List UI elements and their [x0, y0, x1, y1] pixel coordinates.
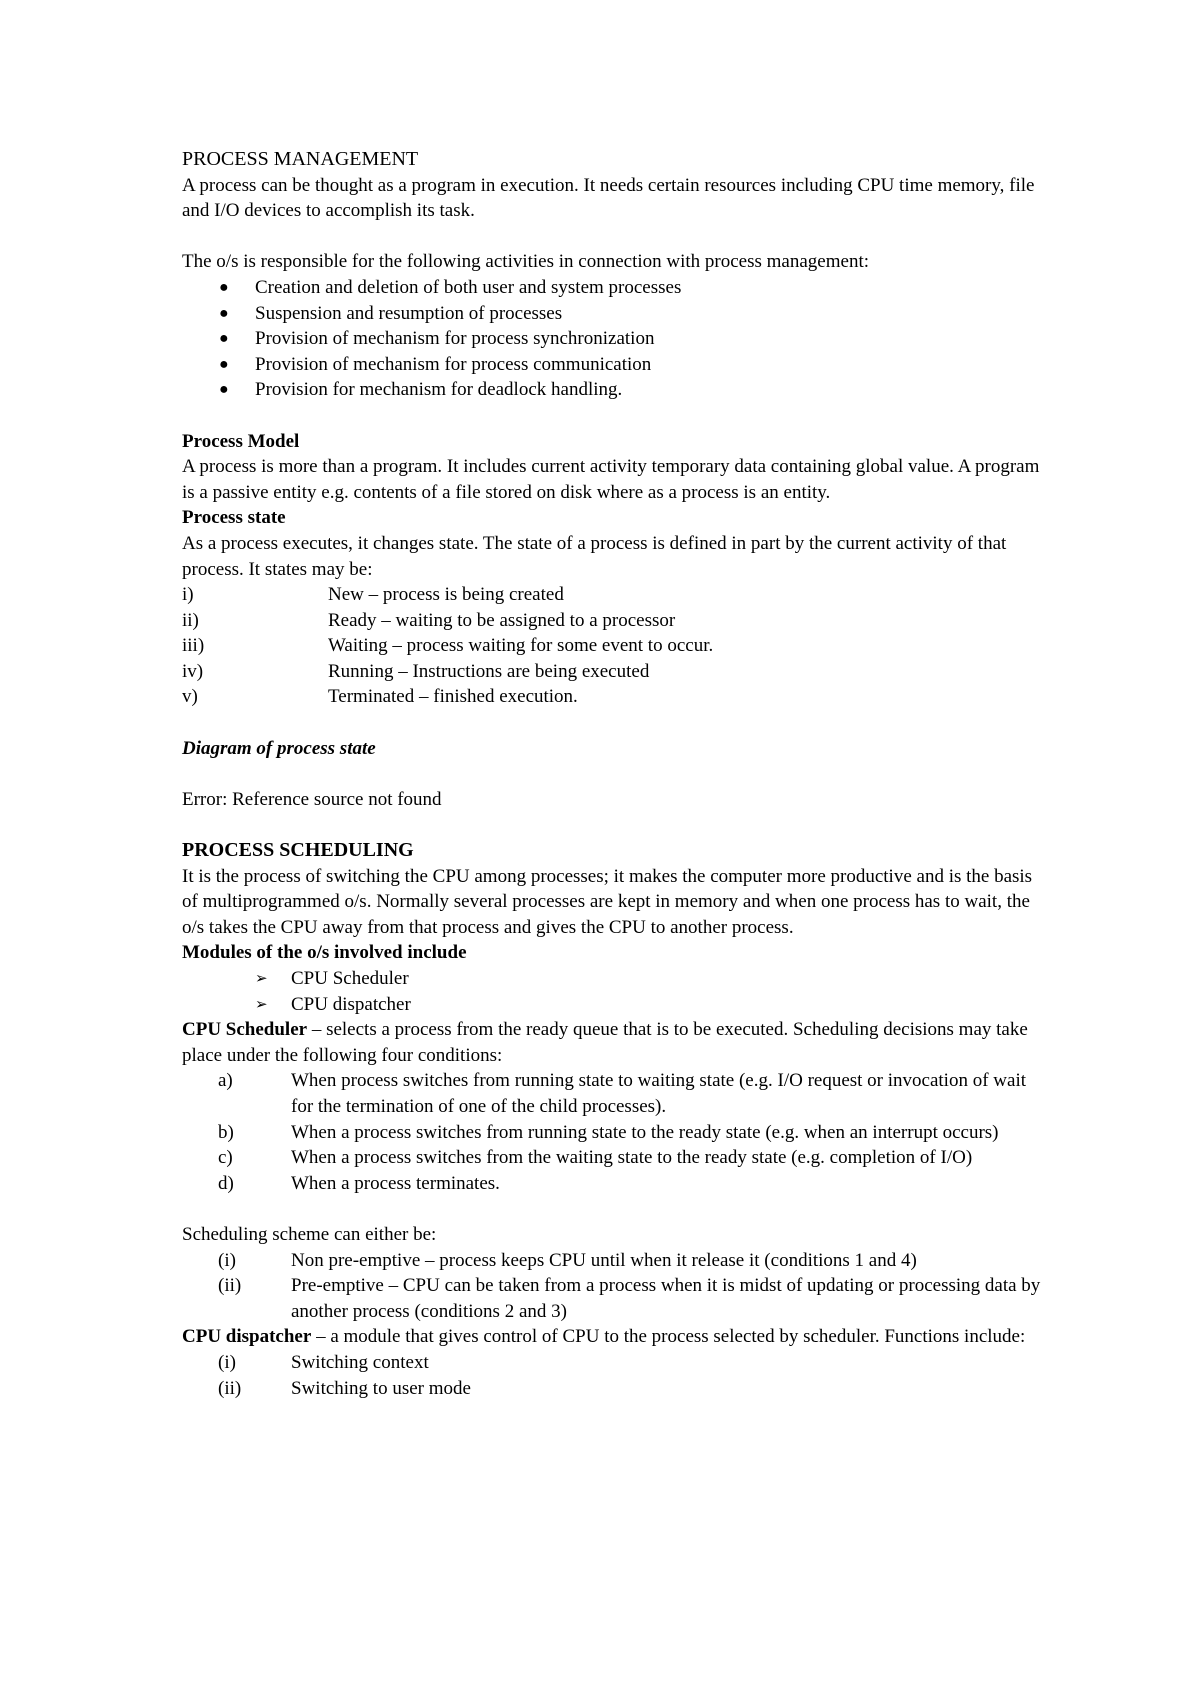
list-item-text: Creation and deletion of both user and system processes	[255, 276, 682, 298]
list-item-text: When a process switches from running state to the ready state (e.g. when an interrupt occurs)	[291, 1121, 999, 1143]
list-item	[182, 1350, 1042, 1376]
list-item	[182, 1273, 1042, 1324]
scheme-intro-paragraph: Scheduling scheme can either be:	[182, 1223, 437, 1245]
cpu-scheduler-description: – selects a process from the ready queue that is to be executed. Scheduling decisions may take place under the following four conditions:	[182, 1019, 1028, 1066]
heading-modules: Modules of the o/s involved include	[182, 942, 467, 964]
list-item-text: Provision of mechanism for process synchronization	[255, 328, 655, 350]
heading-process-model: Process Model	[182, 430, 300, 452]
list-item-text: Non pre-emptive – process keeps CPU until when it release it (conditions 1 and 4)	[291, 1249, 917, 1271]
list-item-number: (ii)	[218, 1377, 242, 1399]
list-item	[182, 1120, 1042, 1146]
list-item-text: Pre-emptive – CPU can be taken from a process when it is midst of updating or processing data by another process (conditions 2 and 3)	[291, 1275, 1041, 1322]
process-state-paragraph: As a process executes, it changes state. The state of a process is defined in part by the current activity of that process. It states may be:	[182, 532, 1007, 580]
list-item-number: (i)	[218, 1351, 236, 1373]
list-item	[182, 275, 1042, 301]
list-item-text: Suspension and resumption of processes	[255, 302, 563, 324]
list-item-number: d)	[218, 1172, 234, 1194]
reference-error-text: Error: Reference source not found	[182, 788, 442, 810]
bullet-icon: ●	[219, 381, 229, 399]
heading-process-state: Process state	[182, 507, 286, 529]
list-item	[182, 326, 1042, 352]
function-list	[182, 1350, 1042, 1401]
spacer	[182, 812, 1042, 838]
module-list	[182, 966, 1042, 1017]
list-item	[182, 301, 1042, 327]
scheduling-paragraph: It is the process of switching the CPU among processes; it makes the computer more productive and is the basis of multiprogrammed o/s. Normally several processes are kept in memory and when one process has to wait, the o/s takes the CPU away from that process and gives the CPU to another process.	[182, 865, 1033, 938]
responsibility-paragraph: The o/s is responsible for the following activities in connection with process management:	[182, 251, 870, 273]
process-model-paragraph: A process is more than a program. It includes current activity temporary data containing global value. A program is a passive entity e.g. contents of a file stored on disk where as a process is an entity.	[182, 456, 1040, 503]
cpu-scheduler-term: CPU Scheduler	[182, 1019, 308, 1041]
bullet-icon: ●	[219, 278, 229, 296]
list-item	[182, 1171, 1042, 1197]
cpu-dispatcher-term: CPU dispatcher	[182, 1326, 312, 1348]
list-item	[182, 1248, 1042, 1274]
cpu-dispatcher-description: – a module that gives control of CPU to the process selected by scheduler. Functions include:	[311, 1326, 1026, 1348]
cpu-scheduler-paragraph	[182, 1017, 1042, 1068]
list-item	[182, 1068, 1042, 1119]
list-item-text: When a process terminates.	[291, 1172, 500, 1194]
scheme-list	[182, 1248, 1042, 1325]
list-item-text: When a process switches from the waiting state to the ready state (e.g. completion of I/O)	[291, 1147, 973, 1169]
list-item-number: c)	[218, 1147, 233, 1169]
list-item	[182, 966, 1042, 992]
list-item-text: Running – Instructions are being executed	[328, 660, 650, 682]
list-item-number: a)	[218, 1070, 233, 1092]
heading-diagram-process-state: Diagram of process state	[182, 737, 376, 759]
list-item-number: v)	[182, 686, 198, 708]
bullet-icon: ●	[219, 304, 229, 322]
arrow-bullet-icon: ➢	[255, 994, 268, 1013]
list-item-number: iii)	[182, 635, 205, 657]
list-item-text: CPU dispatcher	[291, 993, 411, 1015]
list-item-number: (ii)	[218, 1275, 242, 1297]
spacer	[182, 710, 1042, 736]
list-item-text: Terminated – finished execution.	[328, 686, 578, 708]
cpu-dispatcher-paragraph	[182, 1324, 1042, 1350]
spacer	[182, 761, 1042, 787]
list-item-number: ii)	[182, 609, 199, 631]
list-item	[182, 1376, 1042, 1402]
list-item-text: Waiting – process waiting for some event to occur.	[328, 635, 714, 657]
state-list	[182, 582, 1042, 710]
list-item-text: Switching context	[291, 1351, 429, 1373]
intro-paragraph: A process can be thought as a program in execution. It needs certain resources including CPU time memory, file and I/O devices to accomplish its task.	[182, 174, 1035, 222]
section-title-process-management: PROCESS MANAGEMENT	[182, 148, 419, 170]
bullet-icon: ●	[219, 330, 229, 348]
list-item	[182, 659, 1042, 685]
list-item	[182, 1145, 1042, 1171]
activity-list	[182, 275, 1042, 403]
list-item	[182, 377, 1042, 403]
list-item-text: Provision of mechanism for process communication	[255, 353, 652, 375]
spacer	[182, 224, 1042, 250]
list-item	[182, 582, 1042, 608]
section-title-process-scheduling: PROCESS SCHEDULING	[182, 839, 414, 862]
list-item-number: b)	[218, 1121, 234, 1143]
list-item-text: Ready – waiting to be assigned to a processor	[328, 609, 676, 631]
spacer	[182, 1196, 1042, 1222]
list-item-text: Provision for mechanism for deadlock handling.	[255, 379, 623, 401]
spacer	[182, 403, 1042, 429]
list-item	[182, 608, 1042, 634]
list-item	[182, 352, 1042, 378]
list-item-number: i)	[182, 584, 194, 606]
list-item	[182, 633, 1042, 659]
list-item-text: CPU Scheduler	[291, 968, 409, 989]
list-item-text: Switching to user mode	[291, 1377, 471, 1399]
arrow-bullet-icon: ➢	[255, 969, 268, 987]
list-item-text: New – process is being created	[328, 584, 564, 606]
list-item-text: When process switches from running state to waiting state (e.g. I/O request or invocation of wait for the termination of one of the child processes).	[291, 1070, 1026, 1117]
list-item-number: (i)	[218, 1249, 236, 1271]
document-body	[182, 147, 1042, 1401]
bullet-icon: ●	[219, 355, 229, 373]
condition-list	[182, 1068, 1042, 1196]
list-item-number: iv)	[182, 660, 204, 682]
list-item	[182, 992, 1042, 1018]
list-item	[182, 684, 1042, 710]
